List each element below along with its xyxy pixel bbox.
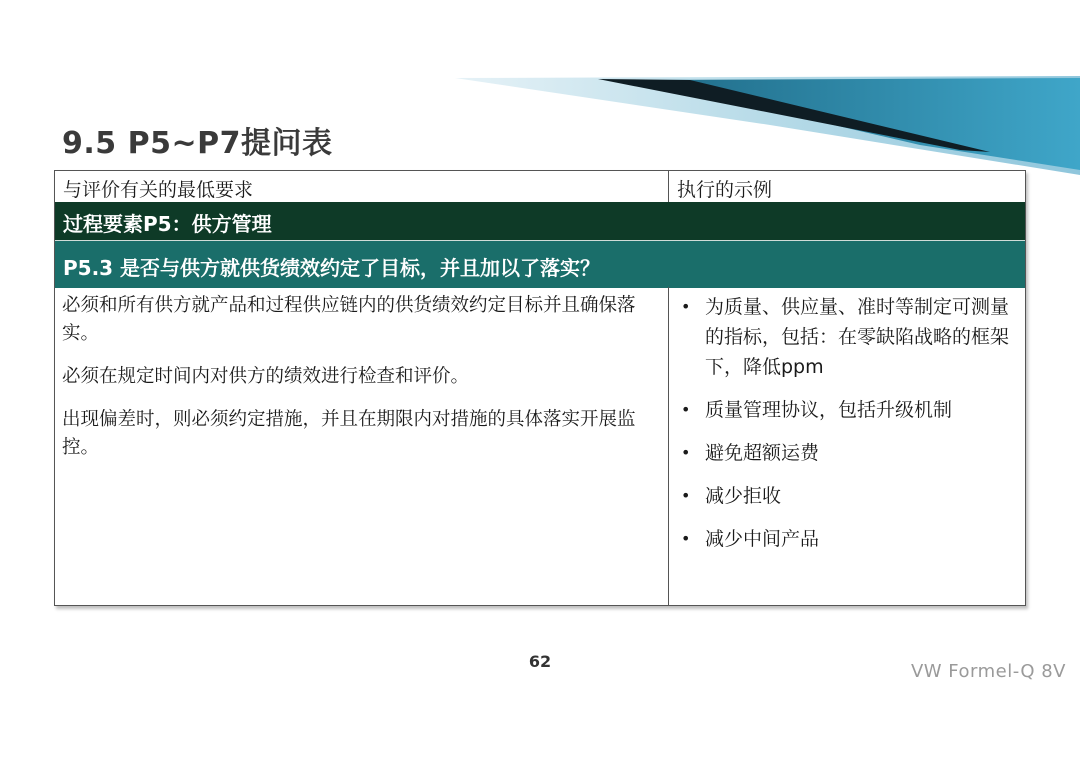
examples-cell [679,292,1019,567]
bullet-icon: • [681,400,691,419]
question-title: P5.3 是否与供方就供货绩效约定了目标，并且加以了落实？ [63,256,601,280]
page-number: 62 [528,652,552,671]
bullet-icon: • [681,297,691,316]
header-requirements: 与评价有关的最低要求 [63,179,254,201]
bullet-icon: • [681,529,691,548]
requirement-item: 必须和所有供方就产品和过程供应链内的供货绩效约定目标并且确保落实。 [62,295,636,344]
section-title: 过程要素P5：供方管理 [63,212,272,236]
example-item: • 减少拒收 [679,481,1019,511]
bullet-icon: • [681,486,691,505]
question-band [55,240,1025,288]
header-examples: 执行的示例 [677,179,773,201]
column-divider-top [668,171,669,202]
example-item: • 质量管理协议，包括升级机制 [679,395,1019,425]
example-item: • 为质量、供应量、准时等制定可测量的指标，包括：在零缺陷战略的框架下，降低ppm [679,292,1019,382]
example-item: • 减少中间产品 [679,524,1019,554]
table-header-row [55,171,1025,203]
requirement-item: 出现偏差时，则必须约定措施，并且在期限内对措施的具体落实开展监控。 [62,409,636,458]
requirements-cell [62,292,662,477]
question-table [54,170,1026,606]
page-title: 9.5 P5~P7提问表 [62,126,333,161]
footer-label: VW Formel-Q 8V [910,661,1066,682]
section-band [55,202,1025,240]
bullet-icon: • [681,443,691,462]
column-divider-body [668,287,669,605]
requirement-item: 必须在规定时间内对供方的绩效进行检查和评价。 [62,366,470,387]
example-item: • 避免超额运费 [679,438,1019,468]
